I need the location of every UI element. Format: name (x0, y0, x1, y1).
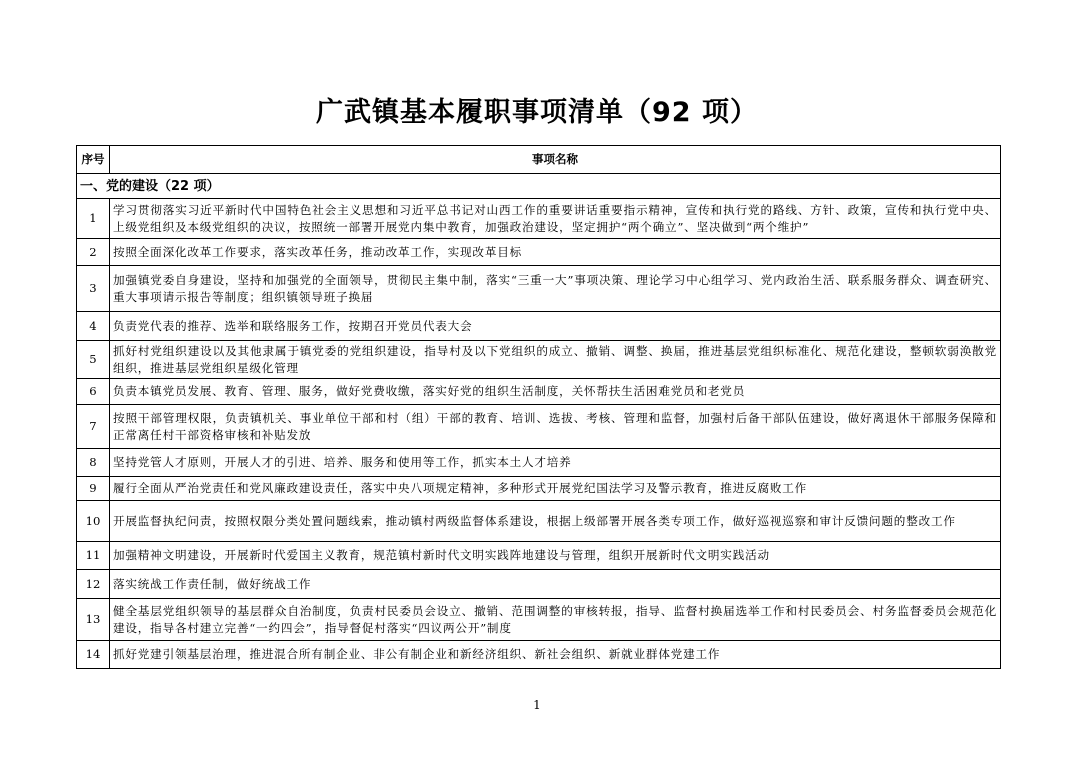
duties-table (76, 145, 1001, 669)
table-row (77, 239, 1001, 266)
table-row (77, 477, 1001, 501)
row-index: 4 (77, 312, 110, 341)
row-text: 落实统战工作责任制，做好统战工作 (110, 570, 1001, 599)
row-text: 加强精神文明建设，开展新时代爱国主义教育，规范镇村新时代文明实践阵地建设与管理，组织开展新时代文明实践活动 (110, 542, 1001, 570)
row-index: 9 (77, 477, 110, 501)
table-row (77, 199, 1001, 239)
row-text: 学习贯彻落实习近平新时代中国特色社会主义思想和习近平总书记对山西工作的重要讲话重要指示精神，宣传和执行党的路线、方针、政策，宣传和执行党中央、上级党组织及本级党组织的决议，按照统一部署开展党内集中教育，加强政治建设，坚定拥护“两个确立”、坚决做到“两个维护” (110, 199, 1001, 239)
header-index: 序号 (77, 146, 110, 174)
row-text: 负责本镇党员发展、教育、管理、服务，做好党费收缴，落实好党的组织生活制度，关怀帮扶生活困难党员和老党员 (110, 379, 1001, 405)
row-index: 8 (77, 449, 110, 477)
row-text: 抓好村党组织建设以及其他隶属于镇党委的党组织建设，指导村及以下党组织的成立、撤销、调整、换届，推进基层党组织标准化、规范化建设，整顿软弱涣散党组织，推进基层党组织星级化管理 (110, 341, 1001, 379)
section-row (77, 174, 1001, 199)
table-row (77, 379, 1001, 405)
row-text: 履行全面从严治党责任和党风廉政建设责任，落实中央八项规定精神，多种形式开展党纪国法学习及警示教育，推进反腐败工作 (110, 477, 1001, 501)
row-index: 5 (77, 341, 110, 379)
section-title: 一、党的建设（22 项） (77, 174, 1001, 199)
table-row (77, 570, 1001, 599)
row-index: 12 (77, 570, 110, 599)
row-index: 14 (77, 641, 110, 669)
row-text: 加强镇党委自身建设，坚持和加强党的全面领导，贯彻民主集中制，落实“三重一大”事项决策、理论学习中心组学习、党内政治生活、联系服务群众、调查研究、重大事项请示报告等制度；组织镇领导班子换届 (110, 266, 1001, 312)
row-index: 1 (77, 199, 110, 239)
table-row (77, 599, 1001, 641)
table-row (77, 641, 1001, 669)
table-row (77, 542, 1001, 570)
row-index: 6 (77, 379, 110, 405)
table-row (77, 405, 1001, 449)
row-text: 抓好党建引领基层治理，推进混合所有制企业、非公有制企业和新经济组织、新社会组织、新就业群体党建工作 (110, 641, 1001, 669)
row-index: 3 (77, 266, 110, 312)
row-text: 按照干部管理权限，负责镇机关、事业单位干部和村（组）干部的教育、培训、选拔、考核、管理和监督，加强村后备干部队伍建设，做好离退休干部服务保障和正常离任村干部资格审核和补贴发放 (110, 405, 1001, 449)
table-row (77, 266, 1001, 312)
row-text: 负责党代表的推荐、选举和联络服务工作，按期召开党员代表大会 (110, 312, 1001, 341)
table-row (77, 341, 1001, 379)
row-text: 坚持党管人才原则，开展人才的引进、培养、服务和使用等工作，抓实本土人才培养 (110, 449, 1001, 477)
row-text: 按照全面深化改革工作要求，落实改革任务，推动改革工作，实现改革目标 (110, 239, 1001, 266)
table-row (77, 312, 1001, 341)
table-header-row (77, 146, 1001, 174)
page-number: 1 (533, 698, 541, 712)
row-index: 13 (77, 599, 110, 641)
row-index: 10 (77, 501, 110, 542)
table-row (77, 501, 1001, 542)
row-index: 7 (77, 405, 110, 449)
table-row (77, 449, 1001, 477)
row-text: 健全基层党组织领导的基层群众自治制度，负责村民委员会设立、撤销、范围调整的审核转报，指导、监督村换届选举工作和村民委员会、村务监督委员会规范化建设，指导各村建立完善“一约四会”，指导督促村落实“四议两公开”制度 (110, 599, 1001, 641)
document-title: 广武镇基本履职事项清单（92 项） (316, 97, 758, 128)
header-name: 事项名称 (110, 146, 1001, 174)
row-index: 2 (77, 239, 110, 266)
row-index: 11 (77, 542, 110, 570)
row-text: 开展监督执纪问责，按照权限分类处置问题线索，推动镇村两级监督体系建设，根据上级部署开展各类专项工作，做好巡视巡察和审计反馈问题的整改工作 (110, 501, 1001, 542)
